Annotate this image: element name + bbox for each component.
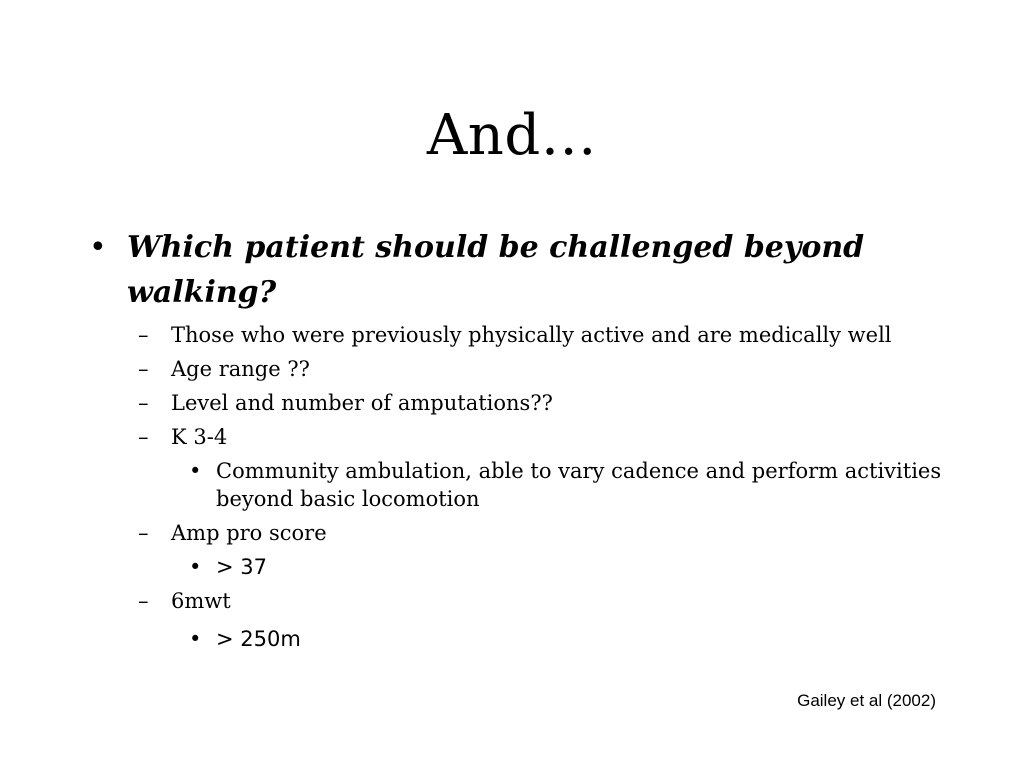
sub-sub-bullet-amp-pro-threshold: [189, 553, 950, 581]
sub-bullet-text: K 3-4: [171, 425, 228, 449]
sub-sub-bullet-text: > 37: [216, 555, 267, 579]
sub-sub-bullet-6mwt-threshold: [189, 625, 950, 653]
slide-title: And…: [426, 103, 598, 168]
bullet-icon: •: [189, 555, 202, 579]
dash-icon: –: [138, 391, 149, 415]
dash-icon: –: [138, 425, 149, 449]
sub-bullet-amputations: [138, 389, 950, 417]
sub-bullet-amp-pro-score: [138, 519, 950, 547]
bullet-icon: •: [189, 459, 202, 483]
sub-bullet-text: Amp pro score: [171, 521, 327, 545]
sub-sub-bullet-community-ambulation: [189, 457, 950, 513]
slide-content: [90, 225, 950, 653]
bullet-icon: •: [189, 627, 202, 651]
sub-bullet-text: Age range ??: [171, 357, 310, 381]
sub-sub-bullet-text: Community ambulation, able to vary cadence and perform activities beyond basic locomotion: [216, 459, 942, 511]
sub-bullet-text: 6mwt: [171, 589, 231, 613]
main-bullet: [90, 225, 950, 315]
dash-icon: –: [138, 357, 149, 381]
sub-bullet-k-level: [138, 423, 950, 451]
sub-bullet-previously-active: [138, 321, 950, 349]
sub-bullet-text: Level and number of amputations??: [171, 391, 553, 415]
sub-bullet-age-range: [138, 355, 950, 383]
bullet-icon: •: [89, 230, 107, 265]
main-bullet-text: Which patient should be challenged beyond walking?: [127, 230, 865, 310]
dash-icon: –: [138, 589, 149, 613]
citation: Gailey et al (2002): [797, 691, 936, 710]
dash-icon: –: [138, 521, 149, 545]
dash-icon: –: [138, 323, 149, 347]
sub-bullet-text: Those who were previously physically active and are medically well: [171, 323, 892, 347]
sub-bullet-6mwt: [138, 587, 950, 615]
sub-sub-bullet-text: > 250m: [216, 627, 301, 651]
